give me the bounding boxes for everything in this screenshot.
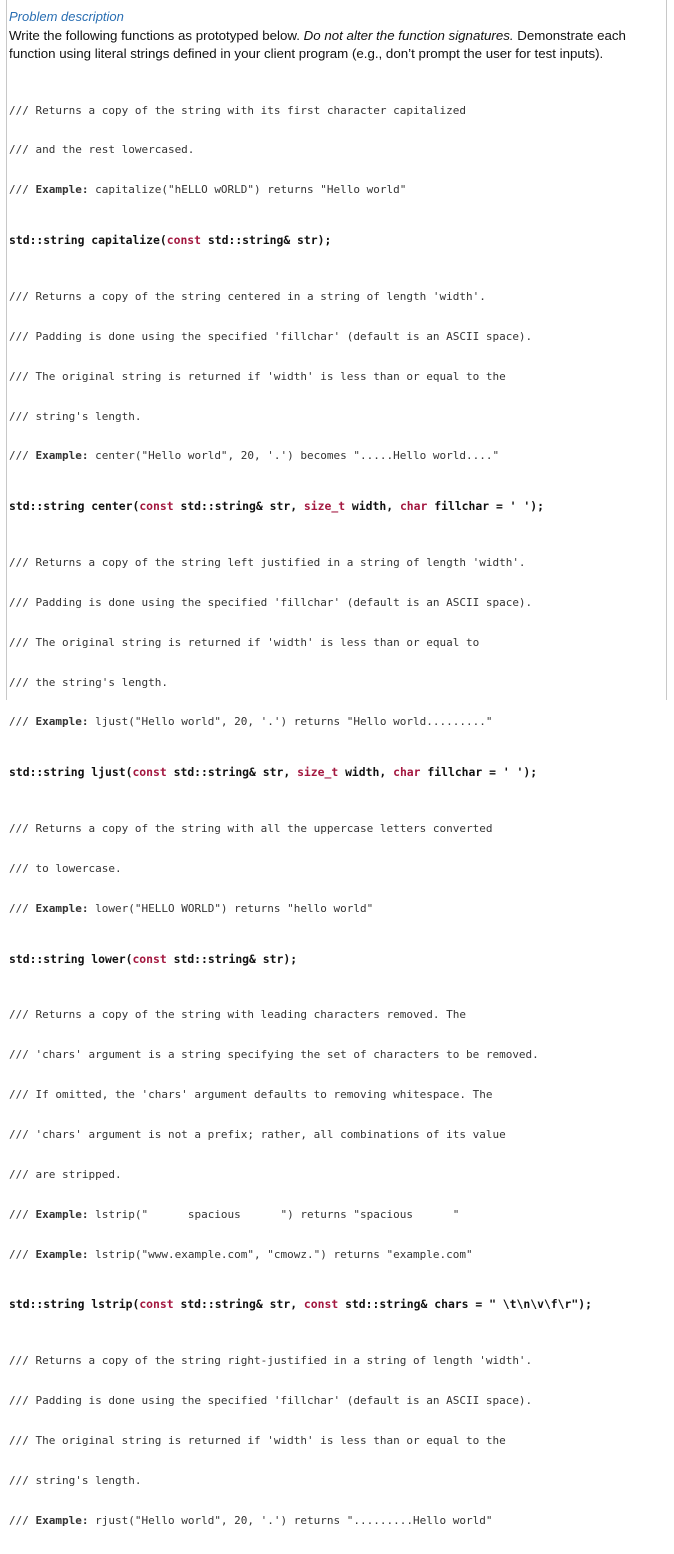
example-line: /// Example: ljust("Hello world", 20, '.') returns "Hello world........." bbox=[9, 715, 493, 729]
comment-line: /// 'chars' argument is a string specifying the set of characters to be removed. bbox=[9, 1048, 539, 1062]
function-block-center bbox=[9, 263, 661, 513]
comment-line: /// Padding is done using the specified 'fillchar' (default is an ASCII space). bbox=[9, 1393, 533, 1407]
comment-line: /// are stripped. bbox=[9, 1167, 122, 1181]
comment-line: /// string's length. bbox=[9, 409, 142, 423]
example-line: /// Example: lstrip("www.example.com", "cmowz.") returns "example.com" bbox=[9, 1247, 473, 1261]
comment-line: /// 'chars' argument is not a prefix; rather, all combinations of its value bbox=[9, 1127, 506, 1141]
example-line: /// Example: lstrip(" spacious ") returns "spacious " bbox=[9, 1207, 460, 1221]
function-signature: std::string capitalize(const std::string& str); bbox=[9, 233, 332, 248]
right-border bbox=[666, 0, 667, 700]
comment-line: /// Padding is done using the specified 'fillchar' (default is an ASCII space). bbox=[9, 595, 533, 609]
doc-comment bbox=[9, 77, 661, 223]
comment-line: /// the string's length. bbox=[9, 675, 168, 689]
section-title: Problem description bbox=[9, 9, 124, 24]
comment-line: /// Returns a copy of the string centered in a string of length 'width'. bbox=[9, 289, 486, 303]
intro-part-2: Demonstrate each function using literal strings defined in your client program (e.g., don’t prompt the user for test inputs). bbox=[9, 28, 626, 61]
comment-line: /// Returns a copy of the string right-justified in a string of length 'width'. bbox=[9, 1354, 533, 1368]
comment-line: /// Returns a copy of the string left justified in a string of length 'width'. bbox=[9, 555, 526, 569]
comment-line: /// to lowercase. bbox=[9, 861, 122, 875]
example-line: /// Example: center("Hello world", 20, '.') becomes ".....Hello world...." bbox=[9, 449, 500, 463]
comment-line: /// If omitted, the 'chars' argument defaults to removing whitespace. The bbox=[9, 1088, 493, 1101]
doc-comment bbox=[9, 529, 661, 755]
doc-comment bbox=[9, 982, 661, 1288]
function-block-rjust bbox=[9, 1327, 661, 1553]
function-signature: std::string lstrip(const std::string& str, const std::string& chars = " \t\n\v\f\r"); bbox=[9, 1297, 592, 1312]
example-line: /// Example: capitalize("hELLO wORLD") returns "Hello world" bbox=[9, 183, 407, 197]
comment-line: /// string's length. bbox=[9, 1473, 142, 1487]
comment-line: /// Returns a copy of the string with all the uppercase letters converted bbox=[9, 821, 493, 835]
function-signature: std::string center(const std::string& str, size_t width, char fillchar = ' '); bbox=[9, 499, 544, 514]
function-block-lower bbox=[9, 795, 661, 965]
example-line: /// Example: lower("HELLO WORLD") returns "hello world" bbox=[9, 901, 374, 915]
comment-line: /// The original string is returned if 'width' is less than or equal to the bbox=[9, 1433, 506, 1447]
left-border bbox=[6, 0, 7, 700]
problem-content bbox=[9, 9, 661, 1554]
intro-emphasis: Do not alter the function signatures. bbox=[303, 28, 514, 43]
comment-line: /// The original string is returned if 'width' is less than or equal to the bbox=[9, 369, 506, 383]
example-line: /// Example: rjust("Hello world", 20, '.') returns ".........Hello world" bbox=[9, 1513, 493, 1527]
intro-paragraph bbox=[9, 27, 661, 63]
comment-line: /// and the rest lowercased. bbox=[9, 143, 195, 157]
function-block-capitalize bbox=[9, 77, 661, 247]
comment-line: /// Padding is done using the specified 'fillchar' (default is an ASCII space). bbox=[9, 329, 533, 343]
comment-line: /// Returns a copy of the string with leading characters removed. The bbox=[9, 1008, 466, 1022]
doc-comment bbox=[9, 1327, 661, 1553]
function-block-ljust bbox=[9, 529, 661, 779]
function-block-lstrip bbox=[9, 982, 661, 1312]
intro-part-1: Write the following functions as prototyped below. bbox=[9, 28, 304, 43]
function-signature: std::string lower(const std::string& str); bbox=[9, 951, 298, 966]
doc-comment bbox=[9, 795, 661, 941]
comment-line: /// The original string is returned if 'width' is less than or equal to bbox=[9, 635, 480, 649]
doc-comment bbox=[9, 263, 661, 489]
comment-line: /// Returns a copy of the string with its first character capitalized bbox=[9, 103, 466, 117]
function-signature: std::string ljust(const std::string& str, size_t width, char fillchar = ' '); bbox=[9, 765, 538, 780]
